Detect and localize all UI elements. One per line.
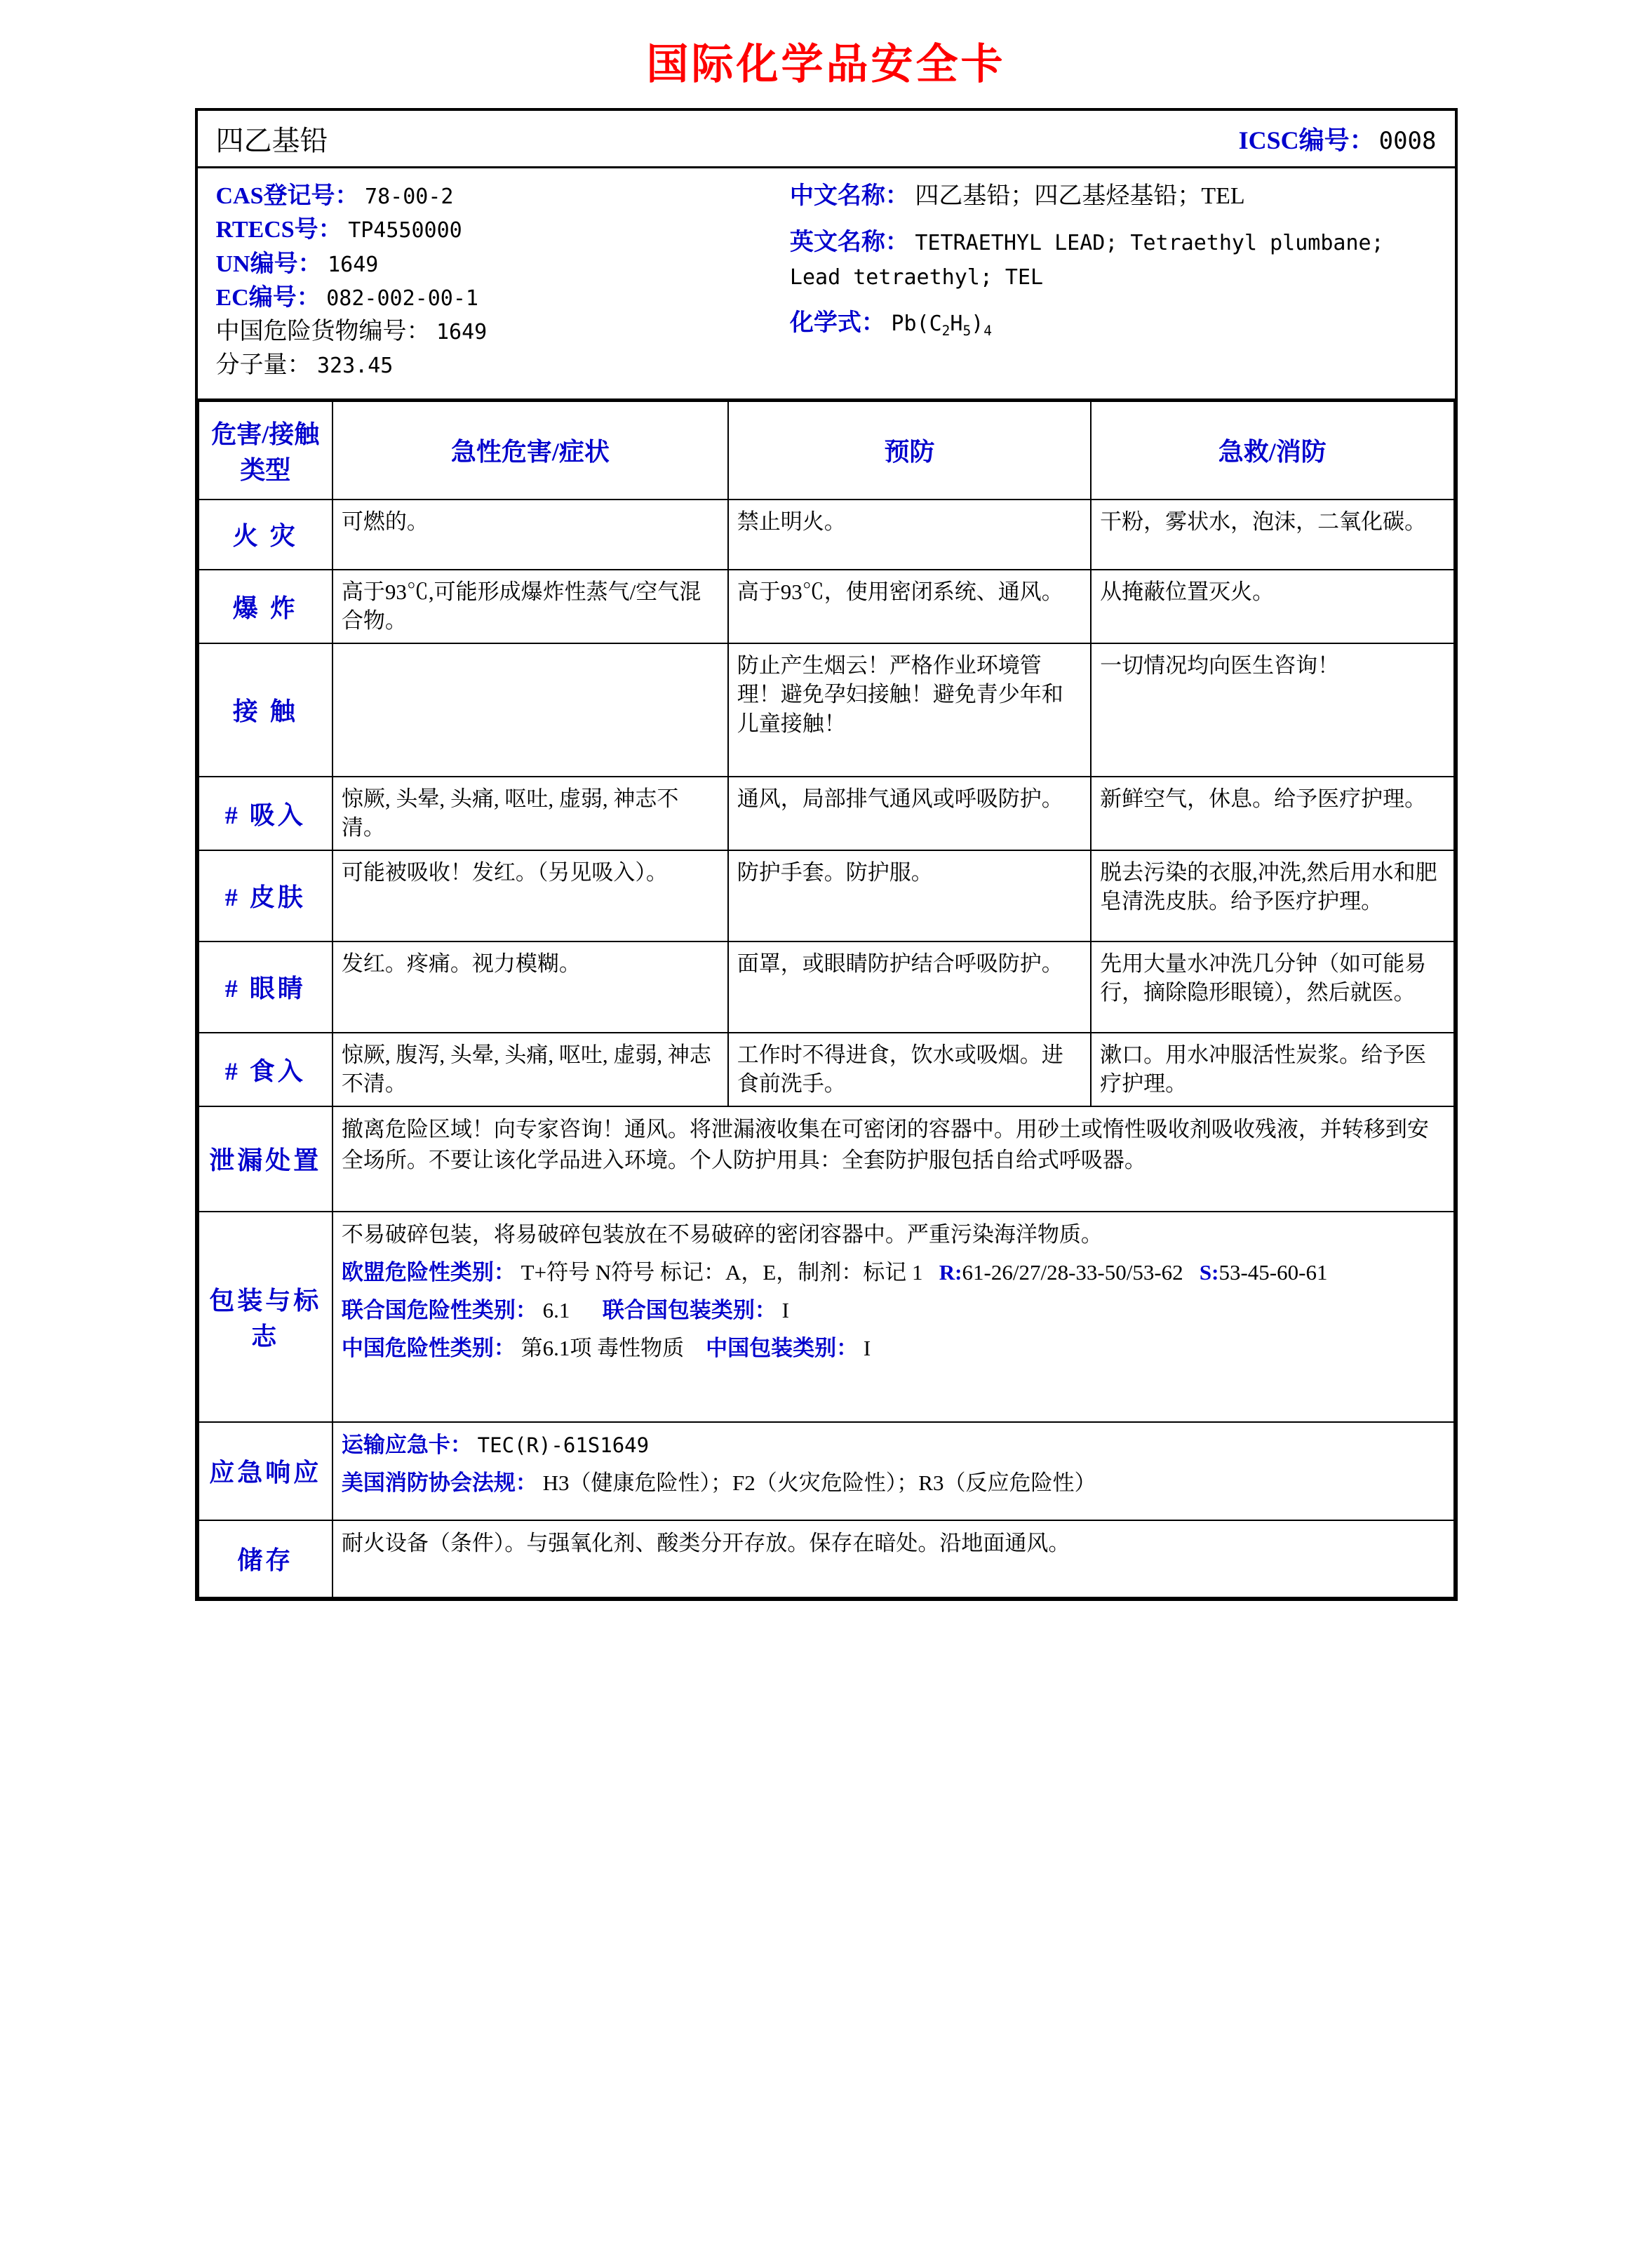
cn-goods-value: 1649	[436, 320, 488, 345]
row-symptoms-ingestion: 惊厥, 腹泻, 头晕, 头痛, 呕吐, 虚弱, 神志不清。	[333, 1033, 728, 1106]
row-symptoms-explosion: 高于93℃,可能形成爆炸性蒸气/空气混合物。	[333, 570, 728, 643]
packaging-un	[342, 1295, 1445, 1326]
un-label: UN编号：	[215, 250, 322, 277]
ec-label: EC编号：	[215, 284, 321, 311]
un-class-label: 联合国危险性类别：	[341, 1297, 537, 1322]
table-row-storage	[199, 1520, 1454, 1597]
cas-value: 78-00-2	[365, 185, 454, 209]
row-symptoms-skin: 可能被吸收！发红。（另见吸入）。	[333, 850, 728, 941]
row-symptoms-inhalation: 惊厥, 头晕, 头痛, 呕吐, 虚弱, 神志不清。	[333, 777, 728, 850]
cn-name-label: 中文名称：	[789, 183, 909, 209]
identity-row-rtecs	[216, 213, 777, 247]
table-row	[199, 570, 1454, 643]
eu-s-value: 53-45-60-61	[1218, 1259, 1328, 1285]
un-pack-label: 联合国包装类别：	[602, 1297, 777, 1322]
row-symptoms-exposure	[333, 643, 728, 777]
row-prevention-exposure: 防止产生烟云！严格作业环境管理！避免孕妇接触！避免青少年和儿童接触！	[728, 643, 1091, 777]
identity-row-formula	[790, 307, 1437, 341]
hazards-table	[198, 401, 1455, 1598]
table-row	[199, 500, 1454, 570]
row-label-storage: 储存	[199, 1520, 333, 1597]
row-label-skin: # 皮肤	[199, 850, 333, 941]
mw-value: 323.45	[317, 354, 394, 379]
identity-block	[198, 168, 1455, 401]
row-prevention-fire: 禁止明火。	[728, 500, 1091, 570]
row-prevention-inhalation: 通风，局部排气通风或呼吸防护。	[728, 777, 1091, 850]
row-prevention-ingestion: 工作时不得进食，饮水或吸烟。进食前洗手。	[728, 1033, 1091, 1106]
identity-row-cn-name	[790, 180, 1437, 213]
row-label-explosion: 爆 炸	[199, 570, 333, 643]
row-firstaid-explosion: 从掩蔽位置灭火。	[1091, 570, 1453, 643]
icsc-label: ICSC编号：	[1238, 126, 1375, 154]
th-firstaid: 急救/消防	[1091, 401, 1453, 500]
mw-label: 分子量：	[215, 352, 311, 379]
ec-value: 082-002-00-1	[326, 286, 478, 311]
row-label-fire: 火 灾	[199, 500, 333, 570]
row-firstaid-exposure: 一切情况均向医生咨询！	[1091, 643, 1453, 777]
cn-pack-label: 中国包装类别：	[706, 1335, 859, 1360]
cas-label: CAS登记号：	[215, 183, 359, 209]
identity-row-un	[216, 248, 777, 281]
row-firstaid-inhalation: 新鲜空气，休息。给予医疗护理。	[1091, 777, 1453, 850]
safety-card	[195, 108, 1458, 1601]
eu-class-value: T+符号 N符号 标记：A，E，制剂：标记 1	[521, 1259, 923, 1285]
row-label-eyes: # 眼睛	[199, 941, 333, 1033]
un-class-value: 6.1	[542, 1297, 570, 1322]
row-symptoms-eyes: 发红。疼痛。视力模糊。	[333, 941, 728, 1033]
row-label-inhalation: # 吸入	[199, 777, 333, 850]
table-row	[199, 941, 1454, 1033]
row-label-spill: 泄漏处置	[199, 1106, 333, 1212]
row-symptoms-fire: 可燃的。	[333, 500, 728, 570]
card-header	[198, 111, 1455, 168]
cn-class-value: 第6.1项 毒性物质	[521, 1335, 685, 1360]
un-value: 1649	[328, 252, 379, 277]
rtecs-value: TP4550000	[348, 218, 462, 243]
rtecs-label: RTECS号：	[215, 217, 342, 243]
identity-right-column	[777, 180, 1437, 383]
cn-name-value: 四乙基铅；四乙基烃基铅；TEL	[915, 183, 1245, 209]
th-symptoms: 急性危害/症状	[333, 401, 728, 500]
formula-label: 化学式：	[789, 309, 885, 336]
en-name-value: TETRAETHYL LEAD; Tetraethyl plumbane; Lead tetraethyl; TEL	[789, 231, 1384, 290]
table-row-emergency	[199, 1422, 1454, 1520]
identity-row-molecular-weight	[216, 349, 777, 382]
packaging-eu	[342, 1257, 1445, 1288]
row-content-packaging	[333, 1212, 1454, 1422]
identity-left-column	[216, 180, 777, 383]
row-prevention-skin: 防护手套。防护服。	[728, 850, 1091, 941]
identity-row-cas	[216, 180, 777, 213]
identity-row-ec	[216, 281, 777, 315]
row-content-spill: 撤离危险区域！向专家咨询！通风。将泄漏液收集在可密闭的容器中。用砂土或惰性吸收剂吸收残液，并转移到安全场所。不要让该化学品进入环境。个人防护用具：全套防护服包括自给式呼吸器。	[333, 1106, 1454, 1212]
packaging-intro: 不易破碎包装，将易破碎包装放在不易破碎的密闭容器中。严重污染海洋物质。	[341, 1221, 1103, 1247]
packaging-cn	[342, 1333, 1445, 1364]
un-pack-value: I	[781, 1297, 789, 1322]
chemical-name: 四乙基铅	[215, 125, 328, 156]
eu-class-label: 欧盟危险性类别：	[341, 1259, 516, 1285]
icsc-number-group	[1239, 121, 1437, 156]
page-title: 国际化学品安全卡	[646, 40, 1006, 89]
th-prevention: 预防	[728, 401, 1091, 500]
identity-row-en-name	[790, 226, 1437, 294]
tec-value: TEC(R)-61S1649	[477, 1433, 650, 1457]
row-label-exposure: 接 触	[199, 643, 333, 777]
eu-s-label: S:	[1199, 1259, 1219, 1285]
emergency-nfpa	[342, 1468, 1445, 1499]
tec-label: 运输应急卡：	[341, 1432, 472, 1457]
cn-goods-label: 中国危险货物编号：	[215, 319, 431, 345]
table-header-row	[199, 401, 1454, 500]
table-row	[199, 777, 1454, 850]
formula-value: $Pb(C_2H_5)_4$	[891, 311, 993, 339]
cn-pack-value: I	[863, 1335, 871, 1360]
row-firstaid-skin: 脱去污染的衣服,冲洗,然后用水和肥皂清洗皮肤。给予医疗护理。	[1091, 850, 1453, 941]
en-name-label: 英文名称：	[789, 229, 909, 256]
row-label-emergency: 应急响应	[199, 1422, 333, 1520]
row-content-emergency	[333, 1422, 1454, 1520]
eu-r-label: R:	[939, 1259, 962, 1285]
row-content-storage: 耐火设备（条件）。与强氧化剂、酸类分开存放。保存在暗处。沿地面通风。	[333, 1520, 1454, 1597]
row-firstaid-fire: 干粉，雾状水，泡沫，二氧化碳。	[1091, 500, 1453, 570]
table-row-spill	[199, 1106, 1454, 1212]
table-row	[199, 1033, 1454, 1106]
row-prevention-explosion: 高于93℃，使用密闭系统、通风。	[728, 570, 1091, 643]
eu-r-value: 61-26/27/28-33-50/53-62	[962, 1259, 1183, 1285]
row-label-ingestion: # 食入	[199, 1033, 333, 1106]
identity-row-cn-dangerous-goods	[216, 315, 777, 349]
row-firstaid-eyes: 先用大量水冲洗几分钟（如可能易行，摘除隐形眼镜），然后就医。	[1091, 941, 1453, 1033]
emergency-tec	[342, 1430, 1445, 1461]
icsc-number: 0008	[1378, 127, 1437, 155]
table-row	[199, 850, 1454, 941]
table-row-packaging	[199, 1212, 1454, 1422]
th-hazard-type: 危害/接触类型	[199, 401, 333, 500]
row-firstaid-ingestion: 漱口。用水冲服活性炭浆。给予医疗护理。	[1091, 1033, 1453, 1106]
table-row	[199, 643, 1454, 777]
nfpa-label: 美国消防协会法规：	[341, 1470, 537, 1495]
nfpa-value: H3（健康危险性）；F2（火灾危险性）；R3（反应危险性）	[542, 1470, 1096, 1495]
cn-class-label: 中国危险性类别：	[341, 1335, 516, 1360]
row-prevention-eyes: 面罩，或眼睛防护结合呼吸防护。	[728, 941, 1091, 1033]
row-label-packaging: 包装与标志	[199, 1212, 333, 1422]
